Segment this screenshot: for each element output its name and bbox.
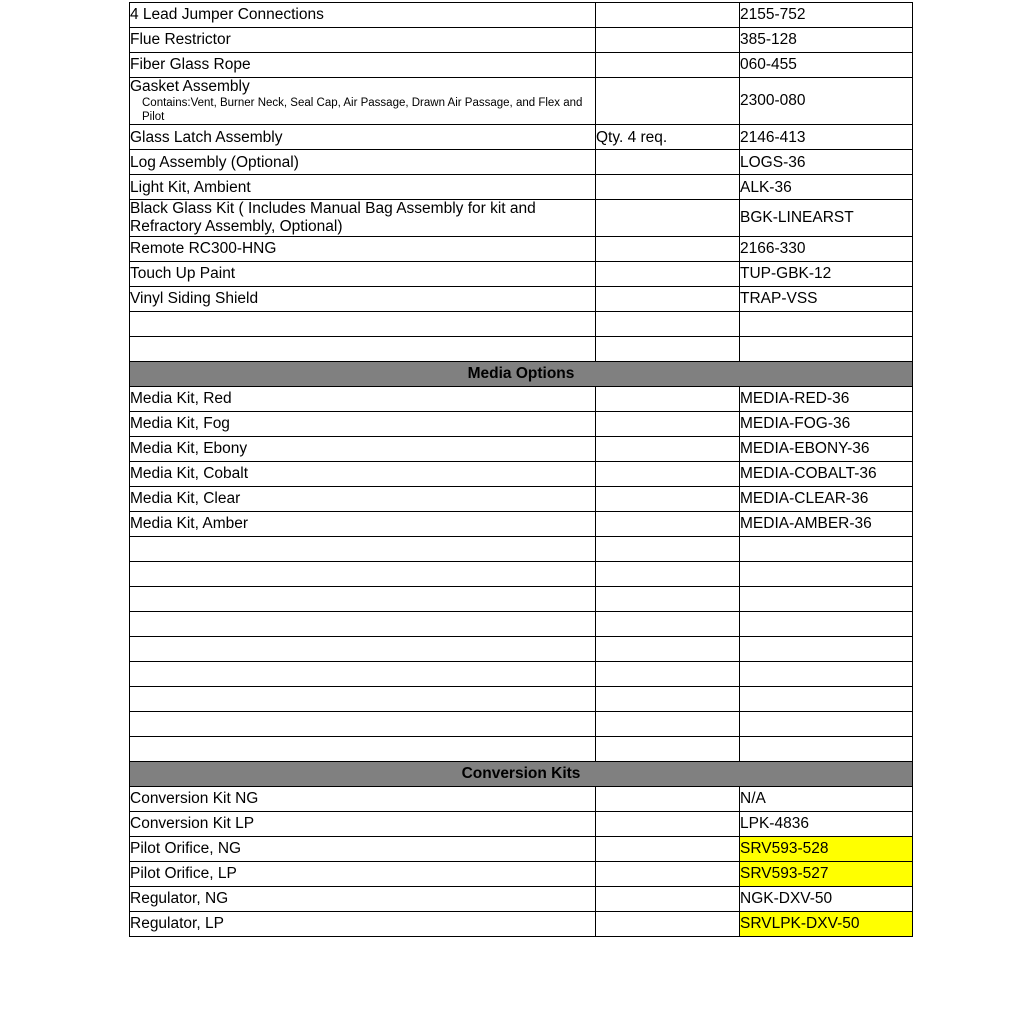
cell-part-number: 060-455: [740, 53, 913, 78]
cell-part-number: [740, 637, 913, 662]
cell-qty: [596, 712, 740, 737]
cell-qty: [596, 687, 740, 712]
cell-description: Media Kit, Amber: [130, 512, 596, 537]
cell-description: Conversion Kit NG: [130, 787, 596, 812]
cell-description: [130, 312, 596, 337]
description-text: Gasket Assembly: [130, 78, 250, 95]
cell-description: [130, 687, 596, 712]
cell-part-number: BGK-LINEARST: [740, 200, 913, 237]
parts-list-table: [129, 2, 913, 937]
cell-description: Glass Latch Assembly: [130, 125, 596, 150]
table-row-blank: [130, 687, 913, 712]
cell-qty: [596, 3, 740, 28]
cell-description: Pilot Orifice, NG: [130, 837, 596, 862]
table-row: [130, 887, 913, 912]
table-row: [130, 387, 913, 412]
table-row-blank: [130, 562, 913, 587]
cell-qty: [596, 462, 740, 487]
cell-qty: [596, 78, 740, 125]
cell-part-number: ALK-36: [740, 175, 913, 200]
cell-part-number: [740, 662, 913, 687]
cell-qty: [596, 200, 740, 237]
cell-part-number: [740, 587, 913, 612]
table-row: [130, 3, 913, 28]
table-row: [130, 262, 913, 287]
cell-description: [130, 612, 596, 637]
section-header-label: Conversion Kits: [130, 762, 913, 787]
cell-part-number: [740, 312, 913, 337]
cell-part-number: [740, 687, 913, 712]
table-row: [130, 862, 913, 887]
table-row: [130, 787, 913, 812]
table-row-blank: [130, 537, 913, 562]
cell-part-number: LPK-4836: [740, 812, 913, 837]
cell-description: Media Kit, Ebony: [130, 437, 596, 462]
cell-part-number: MEDIA-EBONY-36: [740, 437, 913, 462]
cell-qty: [596, 912, 740, 937]
section-header-row: [130, 762, 913, 787]
cell-part-number: N/A: [740, 787, 913, 812]
cell-qty: [596, 337, 740, 362]
cell-qty: [596, 662, 740, 687]
cell-qty: [596, 537, 740, 562]
table-row: [130, 200, 913, 237]
cell-description: Regulator, NG: [130, 887, 596, 912]
cell-part-number: [740, 737, 913, 762]
cell-qty: [596, 287, 740, 312]
table-row-blank: [130, 737, 913, 762]
cell-qty: [596, 512, 740, 537]
cell-qty: [596, 737, 740, 762]
cell-part-number: 385-128: [740, 28, 913, 53]
cell-part-number: [740, 612, 913, 637]
cell-qty: [596, 53, 740, 78]
cell-part-number: [740, 537, 913, 562]
cell-part-number: [740, 562, 913, 587]
cell-description: [130, 737, 596, 762]
cell-description: Black Glass Kit ( Includes Manual Bag Assembly for kit and Refractory Assembly, Optional): [130, 200, 596, 237]
table-row: [130, 812, 913, 837]
section-header-label: Media Options: [130, 362, 913, 387]
cell-qty: [596, 412, 740, 437]
cell-qty: [596, 637, 740, 662]
cell-part-number: MEDIA-FOG-36: [740, 412, 913, 437]
section-header-row: [130, 362, 913, 387]
cell-part-number: [740, 337, 913, 362]
cell-description: Regulator, LP: [130, 912, 596, 937]
cell-qty: [596, 812, 740, 837]
cell-description: Touch Up Paint: [130, 262, 596, 287]
table-row: [130, 287, 913, 312]
cell-part-number-highlighted: SRV593-528: [740, 837, 913, 862]
cell-description: [130, 78, 596, 125]
table-row-blank: [130, 312, 913, 337]
cell-description: Flue Restrictor: [130, 28, 596, 53]
table-row: [130, 125, 913, 150]
cell-description: Vinyl Siding Shield: [130, 287, 596, 312]
cell-description: Log Assembly (Optional): [130, 150, 596, 175]
table-row-blank: [130, 637, 913, 662]
cell-description: Remote RC300-HNG: [130, 237, 596, 262]
table-row: [130, 487, 913, 512]
table-row: [130, 837, 913, 862]
cell-part-number: TUP-GBK-12: [740, 262, 913, 287]
cell-description: Fiber Glass Rope: [130, 53, 596, 78]
cell-qty: [596, 387, 740, 412]
cell-description: Pilot Orifice, LP: [130, 862, 596, 887]
cell-part-number: [740, 712, 913, 737]
cell-description: [130, 587, 596, 612]
cell-description: [130, 537, 596, 562]
cell-part-number: MEDIA-CLEAR-36: [740, 487, 913, 512]
table-row: [130, 237, 913, 262]
table-row: [130, 512, 913, 537]
cell-qty: [596, 28, 740, 53]
cell-part-number: 2155-752: [740, 3, 913, 28]
parts-list-body: [130, 3, 913, 937]
table-row: [130, 912, 913, 937]
description-subtext: Contains:Vent, Burner Neck, Seal Cap, Air Passage, Drawn Air Passage, and Flex and Pilot: [142, 96, 583, 123]
cell-qty: [596, 587, 740, 612]
table-row: [130, 175, 913, 200]
cell-part-number: MEDIA-RED-36: [740, 387, 913, 412]
cell-qty: [596, 150, 740, 175]
cell-description: 4 Lead Jumper Connections: [130, 3, 596, 28]
table-row: [130, 150, 913, 175]
table-row: [130, 462, 913, 487]
table-row-blank: [130, 337, 913, 362]
cell-qty: [596, 787, 740, 812]
cell-qty: [596, 487, 740, 512]
cell-description: Media Kit, Fog: [130, 412, 596, 437]
cell-qty: [596, 612, 740, 637]
cell-description: [130, 637, 596, 662]
table-row: [130, 412, 913, 437]
cell-description: Media Kit, Clear: [130, 487, 596, 512]
table-row: [130, 53, 913, 78]
cell-description: Light Kit, Ambient: [130, 175, 596, 200]
cell-qty: Qty. 4 req.: [596, 125, 740, 150]
cell-qty: [596, 262, 740, 287]
cell-qty: [596, 237, 740, 262]
table-row: [130, 78, 913, 125]
cell-qty: [596, 862, 740, 887]
table-row-blank: [130, 662, 913, 687]
cell-part-number: NGK-DXV-50: [740, 887, 913, 912]
table-row-blank: [130, 587, 913, 612]
cell-part-number: 2166-330: [740, 237, 913, 262]
table-row-blank: [130, 712, 913, 737]
cell-part-number-highlighted: SRVLPK-DXV-50: [740, 912, 913, 937]
cell-qty: [596, 837, 740, 862]
cell-qty: [596, 437, 740, 462]
cell-qty: [596, 887, 740, 912]
cell-part-number: LOGS-36: [740, 150, 913, 175]
cell-description: Media Kit, Red: [130, 387, 596, 412]
cell-description: [130, 562, 596, 587]
cell-qty: [596, 175, 740, 200]
cell-description: [130, 337, 596, 362]
cell-part-number-highlighted: SRV593-527: [740, 862, 913, 887]
cell-part-number: 2300-080: [740, 78, 913, 125]
table-row: [130, 437, 913, 462]
cell-description: Conversion Kit LP: [130, 812, 596, 837]
cell-description: [130, 662, 596, 687]
table-row: [130, 28, 913, 53]
table-row-blank: [130, 612, 913, 637]
cell-part-number: TRAP-VSS: [740, 287, 913, 312]
cell-description: Media Kit, Cobalt: [130, 462, 596, 487]
cell-description: [130, 712, 596, 737]
cell-qty: [596, 312, 740, 337]
cell-part-number: MEDIA-COBALT-36: [740, 462, 913, 487]
cell-part-number: 2146-413: [740, 125, 913, 150]
cell-qty: [596, 562, 740, 587]
cell-part-number: MEDIA-AMBER-36: [740, 512, 913, 537]
